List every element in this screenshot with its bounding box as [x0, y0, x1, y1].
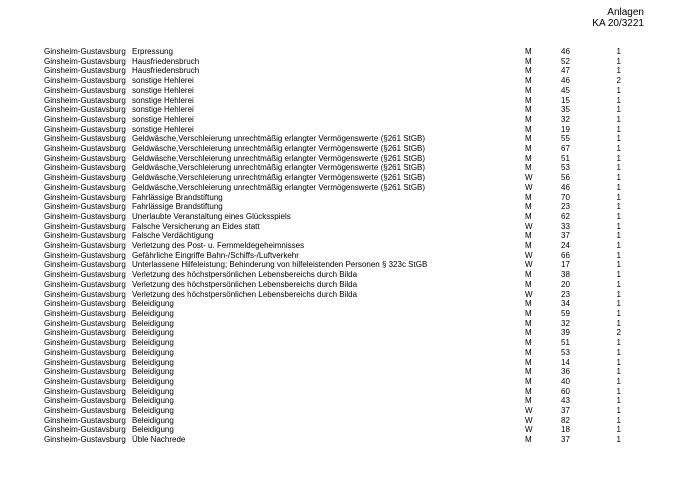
offense-cell: Hausfriedensbruch — [132, 56, 200, 66]
age-cell: 52 — [561, 56, 570, 66]
table-row — [44, 358, 621, 368]
offense-cell: Beleidigung — [132, 357, 174, 367]
offense-cell: Geldwäsche,Verschleierung unrechtmäßig erlangter Vermögenswerte (§261 StGB) — [132, 173, 426, 183]
sex-cell: M — [525, 386, 532, 396]
offense-cell: Beleidigung — [132, 386, 174, 396]
age-cell: 24 — [561, 241, 570, 251]
offense-cell: Geldwäsche,Verschleierung unrechtmäßig erlangter Vermögenswerte (§261 StGB) — [132, 182, 426, 192]
sex-cell: W — [525, 250, 533, 260]
sex-cell: M — [525, 114, 532, 124]
sex-cell: M — [525, 241, 532, 251]
age-cell: 18 — [561, 425, 570, 435]
place-cell: Ginsheim-Gustavsburg — [44, 221, 126, 231]
place-cell: Ginsheim-Gustavsburg — [44, 425, 126, 435]
table-row — [44, 183, 621, 193]
place-cell: Ginsheim-Gustavsburg — [44, 56, 126, 66]
count-cell: 1 — [616, 114, 621, 124]
table-row — [44, 134, 621, 144]
document-header — [592, 7, 644, 29]
count-cell: 1 — [616, 241, 621, 251]
sex-cell: W — [525, 425, 533, 435]
table-row — [44, 396, 621, 406]
sex-cell: M — [525, 435, 532, 445]
age-cell: 33 — [561, 221, 570, 231]
age-cell: 34 — [561, 299, 570, 309]
offense-cell: Üble Nachrede — [132, 435, 186, 445]
age-cell: 51 — [561, 338, 570, 348]
place-cell: Ginsheim-Gustavsburg — [44, 406, 126, 416]
offense-cell: Geldwäsche,Verschleierung unrechtmäßig erlangter Vermögenswerte (§261 StGB) — [132, 153, 426, 163]
sex-cell: M — [525, 279, 532, 289]
table-row — [44, 425, 621, 435]
age-cell: 38 — [561, 270, 570, 280]
sex-cell: M — [525, 66, 532, 76]
table-row — [44, 222, 621, 232]
count-cell: 1 — [616, 396, 621, 406]
offense-cell: Beleidigung — [132, 396, 174, 406]
offense-cell: sonstige Hehlerei — [132, 95, 194, 105]
table-row — [44, 260, 621, 270]
age-cell: 40 — [561, 376, 570, 386]
count-cell: 1 — [616, 134, 621, 144]
table-row — [44, 416, 621, 426]
place-cell: Ginsheim-Gustavsburg — [44, 66, 126, 76]
table-row — [44, 328, 621, 338]
count-cell: 1 — [616, 85, 621, 95]
table-row — [44, 66, 621, 76]
table-row — [44, 105, 621, 115]
place-cell: Ginsheim-Gustavsburg — [44, 202, 126, 212]
place-cell: Ginsheim-Gustavsburg — [44, 95, 126, 105]
sex-cell: M — [525, 163, 532, 173]
offense-cell: sonstige Hehlerei — [132, 85, 194, 95]
place-cell: Ginsheim-Gustavsburg — [44, 153, 126, 163]
place-cell: Ginsheim-Gustavsburg — [44, 124, 126, 134]
count-cell: 1 — [616, 338, 621, 348]
sex-cell: W — [525, 173, 533, 183]
count-cell: 1 — [616, 105, 621, 115]
place-cell: Ginsheim-Gustavsburg — [44, 250, 126, 260]
count-cell: 1 — [616, 95, 621, 105]
count-cell: 1 — [616, 289, 621, 299]
sex-cell: M — [525, 124, 532, 134]
count-cell: 1 — [616, 347, 621, 357]
place-cell: Ginsheim-Gustavsburg — [44, 85, 126, 95]
age-cell: 19 — [561, 124, 570, 134]
table-row — [44, 406, 621, 416]
count-cell: 1 — [616, 202, 621, 212]
offense-cell: Geldwäsche,Verschleierung unrechtmäßig erlangter Vermögenswerte (§261 StGB) — [132, 163, 426, 173]
table-row — [44, 202, 621, 212]
place-cell: Ginsheim-Gustavsburg — [44, 47, 126, 56]
age-cell: 82 — [561, 415, 570, 425]
count-cell: 1 — [616, 415, 621, 425]
place-cell: Ginsheim-Gustavsburg — [44, 173, 126, 183]
offense-cell: Hausfriedensbruch — [132, 66, 200, 76]
sex-cell: M — [525, 347, 532, 357]
table-row — [44, 241, 621, 251]
place-cell: Ginsheim-Gustavsburg — [44, 386, 126, 396]
sex-cell: M — [525, 202, 532, 212]
place-cell: Ginsheim-Gustavsburg — [44, 231, 126, 241]
age-cell: 39 — [561, 328, 570, 338]
offense-cell: Beleidigung — [132, 308, 174, 318]
table-row — [44, 86, 621, 96]
place-cell: Ginsheim-Gustavsburg — [44, 357, 126, 367]
sex-cell: W — [525, 406, 533, 416]
table-row — [44, 280, 621, 290]
sex-cell: M — [525, 153, 532, 163]
table-row — [44, 251, 621, 261]
sex-cell: W — [525, 182, 533, 192]
count-cell: 1 — [616, 173, 621, 183]
offense-cell: Erpressung — [132, 47, 173, 56]
age-cell: 66 — [561, 250, 570, 260]
count-cell: 1 — [616, 357, 621, 367]
offense-cell: Verletzung des Post- u. Fernmeldegeheimnisses — [132, 241, 305, 251]
place-cell: Ginsheim-Gustavsburg — [44, 435, 126, 445]
table-row — [44, 377, 621, 387]
sex-cell: M — [525, 396, 532, 406]
table-row — [44, 367, 621, 377]
place-cell: Ginsheim-Gustavsburg — [44, 396, 126, 406]
age-cell: 35 — [561, 105, 570, 115]
sex-cell: M — [525, 357, 532, 367]
age-cell: 60 — [561, 386, 570, 396]
place-cell: Ginsheim-Gustavsburg — [44, 415, 126, 425]
offense-cell: Beleidigung — [132, 328, 174, 338]
sex-cell: M — [525, 56, 532, 66]
offense-cell: Falsche Verdächtigung — [132, 231, 214, 241]
table-row — [44, 144, 621, 154]
header-document-number: KA 20/3221 — [592, 18, 644, 29]
place-cell: Ginsheim-Gustavsburg — [44, 105, 126, 115]
count-cell: 1 — [616, 270, 621, 280]
place-cell: Ginsheim-Gustavsburg — [44, 299, 126, 309]
table-row — [44, 47, 621, 57]
age-cell: 32 — [561, 318, 570, 328]
count-cell: 1 — [616, 56, 621, 66]
table-row — [44, 154, 621, 164]
offense-table-body — [44, 47, 621, 445]
table-row — [44, 231, 621, 241]
sex-cell: M — [525, 376, 532, 386]
count-cell: 2 — [616, 76, 621, 86]
age-cell: 14 — [561, 357, 570, 367]
sex-cell: W — [525, 221, 533, 231]
age-cell: 62 — [561, 211, 570, 221]
count-cell: 1 — [616, 425, 621, 435]
offense-cell: Beleidigung — [132, 425, 174, 435]
age-cell: 56 — [561, 173, 570, 183]
age-cell: 53 — [561, 163, 570, 173]
offense-cell: Beleidigung — [132, 347, 174, 357]
offense-cell: Beleidigung — [132, 338, 174, 348]
table-row — [44, 125, 621, 135]
table-row — [44, 96, 621, 106]
place-cell: Ginsheim-Gustavsburg — [44, 289, 126, 299]
place-cell: Ginsheim-Gustavsburg — [44, 134, 126, 144]
place-cell: Ginsheim-Gustavsburg — [44, 279, 126, 289]
count-cell: 1 — [616, 47, 621, 56]
count-cell: 1 — [616, 182, 621, 192]
age-cell: 51 — [561, 153, 570, 163]
count-cell: 1 — [616, 153, 621, 163]
count-cell: 1 — [616, 163, 621, 173]
sex-cell: M — [525, 308, 532, 318]
sex-cell: M — [525, 318, 532, 328]
place-cell: Ginsheim-Gustavsburg — [44, 163, 126, 173]
sex-cell: M — [525, 144, 532, 154]
place-cell: Ginsheim-Gustavsburg — [44, 144, 126, 154]
age-cell: 45 — [561, 85, 570, 95]
offense-cell: sonstige Hehlerei — [132, 114, 194, 124]
age-cell: 17 — [561, 260, 570, 270]
sex-cell: M — [525, 367, 532, 377]
count-cell: 1 — [616, 221, 621, 231]
sex-cell: M — [525, 270, 532, 280]
table-row — [44, 212, 621, 222]
age-cell: 37 — [561, 435, 570, 445]
sex-cell: M — [525, 105, 532, 115]
count-cell: 1 — [616, 260, 621, 270]
place-cell: Ginsheim-Gustavsburg — [44, 318, 126, 328]
count-cell: 1 — [616, 124, 621, 134]
place-cell: Ginsheim-Gustavsburg — [44, 182, 126, 192]
header-annex-label: Anlagen — [607, 7, 644, 18]
table-row — [44, 76, 621, 86]
table-row — [44, 173, 621, 183]
offense-cell: Beleidigung — [132, 318, 174, 328]
table-row — [44, 290, 621, 300]
place-cell: Ginsheim-Gustavsburg — [44, 270, 126, 280]
offense-cell: Gefährliche Eingriffe Bahn-/Schiffs-/Luftverkehr — [132, 250, 299, 260]
offense-cell: Unterlassene Hilfeleistung; Behinderung von hilfeleistenden Personen § 323c StGB — [132, 260, 428, 270]
offense-cell: Geldwäsche,Verschleierung unrechtmäßig erlangter Vermögenswerte (§261 StGB) — [132, 134, 426, 144]
place-cell: Ginsheim-Gustavsburg — [44, 338, 126, 348]
age-cell: 23 — [561, 202, 570, 212]
offense-cell: Beleidigung — [132, 367, 174, 377]
offense-cell: Verletzung des höchstpersönlichen Lebensbereichs durch Bilda — [132, 289, 358, 299]
count-cell: 1 — [616, 435, 621, 445]
age-cell: 37 — [561, 231, 570, 241]
table-row — [44, 163, 621, 173]
age-cell: 15 — [561, 95, 570, 105]
place-cell: Ginsheim-Gustavsburg — [44, 114, 126, 124]
offense-cell: sonstige Hehlerei — [132, 105, 194, 115]
table-row — [44, 299, 621, 309]
table-row — [44, 57, 621, 67]
sex-cell: M — [525, 299, 532, 309]
offense-cell: Verletzung des höchstpersönlichen Lebensbereichs durch Bilda — [132, 279, 358, 289]
age-cell: 53 — [561, 347, 570, 357]
sex-cell: M — [525, 85, 532, 95]
table-row — [44, 338, 621, 348]
count-cell: 1 — [616, 66, 621, 76]
age-cell: 55 — [561, 134, 570, 144]
age-cell: 70 — [561, 192, 570, 202]
offense-cell: Beleidigung — [132, 415, 174, 425]
count-cell: 1 — [616, 367, 621, 377]
offense-cell: Beleidigung — [132, 299, 174, 309]
offense-cell: Geldwäsche,Verschleierung unrechtmäßig erlangter Vermögenswerte (§261 StGB) — [132, 144, 426, 154]
age-cell: 36 — [561, 367, 570, 377]
offense-cell: Unerlaubte Veranstaltung eines Glücksspiels — [132, 211, 291, 221]
table-row — [44, 435, 621, 445]
age-cell: 32 — [561, 114, 570, 124]
sex-cell: M — [525, 328, 532, 338]
offense-cell: sonstige Hehlerei — [132, 76, 194, 86]
place-cell: Ginsheim-Gustavsburg — [44, 376, 126, 386]
sex-cell: M — [525, 338, 532, 348]
count-cell: 2 — [616, 328, 621, 338]
offense-cell: sonstige Hehlerei — [132, 124, 194, 134]
sex-cell: M — [525, 211, 532, 221]
count-cell: 1 — [616, 144, 621, 154]
count-cell: 1 — [616, 279, 621, 289]
count-cell: 1 — [616, 192, 621, 202]
sex-cell: M — [525, 231, 532, 241]
age-cell: 23 — [561, 289, 570, 299]
sex-cell: M — [525, 76, 532, 86]
offense-cell: Beleidigung — [132, 406, 174, 416]
age-cell: 20 — [561, 279, 570, 289]
place-cell: Ginsheim-Gustavsburg — [44, 211, 126, 221]
table-row — [44, 115, 621, 125]
table-row — [44, 309, 621, 319]
age-cell: 37 — [561, 406, 570, 416]
count-cell: 1 — [616, 299, 621, 309]
place-cell: Ginsheim-Gustavsburg — [44, 76, 126, 86]
table-row — [44, 387, 621, 397]
count-cell: 1 — [616, 308, 621, 318]
offense-cell: Fahrlässige Brandstiftung — [132, 192, 223, 202]
age-cell: 43 — [561, 396, 570, 406]
sex-cell: M — [525, 47, 532, 56]
place-cell: Ginsheim-Gustavsburg — [44, 192, 126, 202]
offense-cell: Beleidigung — [132, 376, 174, 386]
place-cell: Ginsheim-Gustavsburg — [44, 308, 126, 318]
count-cell: 1 — [616, 406, 621, 416]
age-cell: 59 — [561, 308, 570, 318]
place-cell: Ginsheim-Gustavsburg — [44, 328, 126, 338]
count-cell: 1 — [616, 231, 621, 241]
sex-cell: W — [525, 415, 533, 425]
age-cell: 46 — [561, 182, 570, 192]
place-cell: Ginsheim-Gustavsburg — [44, 347, 126, 357]
table-row — [44, 319, 621, 329]
count-cell: 1 — [616, 250, 621, 260]
sex-cell: M — [525, 134, 532, 144]
table-row — [44, 193, 621, 203]
sex-cell: M — [525, 95, 532, 105]
place-cell: Ginsheim-Gustavsburg — [44, 260, 126, 270]
sex-cell: W — [525, 260, 533, 270]
offense-table — [44, 47, 621, 445]
offense-cell: Fahrlässige Brandstiftung — [132, 202, 223, 212]
offense-cell: Falsche Versicherung an Eides statt — [132, 221, 260, 231]
age-cell: 47 — [561, 66, 570, 76]
sex-cell: M — [525, 192, 532, 202]
sex-cell: W — [525, 289, 533, 299]
table-row — [44, 348, 621, 358]
age-cell: 46 — [561, 76, 570, 86]
age-cell: 67 — [561, 144, 570, 154]
place-cell: Ginsheim-Gustavsburg — [44, 241, 126, 251]
count-cell: 1 — [616, 386, 621, 396]
count-cell: 1 — [616, 211, 621, 221]
place-cell: Ginsheim-Gustavsburg — [44, 367, 126, 377]
age-cell: 46 — [561, 47, 570, 56]
count-cell: 1 — [616, 318, 621, 328]
table-row — [44, 270, 621, 280]
offense-cell: Verletzung des höchstpersönlichen Lebensbereichs durch Bilda — [132, 270, 358, 280]
count-cell: 1 — [616, 376, 621, 386]
